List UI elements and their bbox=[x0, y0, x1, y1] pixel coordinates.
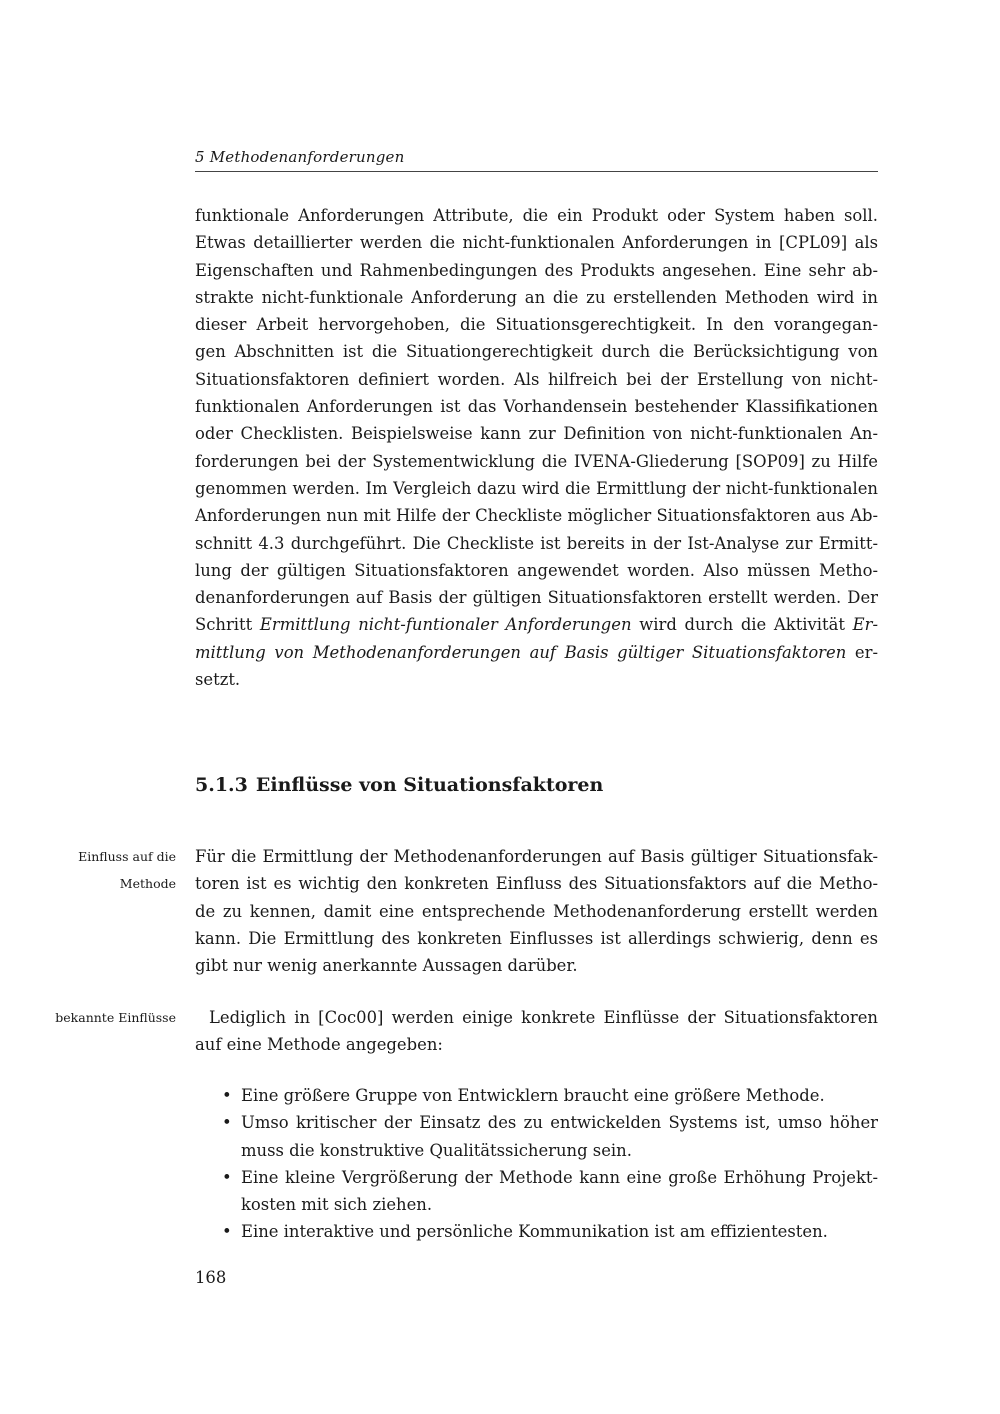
text-line: Für die Ermittlung der Methodenanforderungen auf Basis gültiger Situationsfak- bbox=[195, 847, 878, 866]
margin-note-line: Methode bbox=[119, 876, 176, 892]
bullet-list bbox=[220, 1082, 878, 1246]
margin-note-known-influences: bekannte Einflüsse bbox=[55, 1010, 176, 1025]
text-line: Eine interaktive und persönliche Kommunikation ist am effizientesten. bbox=[241, 1222, 828, 1242]
text-line: gen Abschnitten ist die Situationgerechtigkeit durch die Berücksichtigung von bbox=[195, 342, 878, 362]
text-line: dieser Arbeit hervorgehoben, die Situationsgerechtigkeit. In den vorangegan- bbox=[195, 315, 878, 335]
section-title: Einflüsse von Situationsfaktoren bbox=[255, 774, 604, 796]
bullet-icon: • bbox=[222, 1086, 232, 1105]
text-line: oder Checklisten. Beispielsweise kann zur Definition von nicht-funktionalen An- bbox=[195, 424, 878, 444]
text-line: setzt. bbox=[195, 670, 241, 690]
bullet-icon: • bbox=[222, 1113, 232, 1133]
header-rule bbox=[195, 171, 878, 172]
text-line: kann. Die Ermittlung des konkreten Einflusses ist allerdings schwierig, denn es bbox=[195, 928, 878, 948]
text-line: forderungen bei der Systementwicklung die IVENA-Gliederung [SOP09] zu Hilfe bbox=[195, 451, 878, 471]
page-number: 168 bbox=[195, 1268, 227, 1287]
text-line: Umso kritischer der Einsatz des zu entwickelden Systems ist, umso höher bbox=[241, 1113, 878, 1133]
list-item bbox=[220, 1218, 878, 1245]
text-run: wird durch die Aktivität bbox=[631, 615, 853, 635]
section-heading bbox=[195, 774, 603, 796]
paragraph-3 bbox=[195, 1004, 878, 1059]
text-line: de zu kennen, damit eine entsprechende Methodenanforderung erstellt werden bbox=[195, 901, 878, 921]
running-head: 5 Methodenanforderungen bbox=[195, 148, 405, 166]
text-line: denanforderungen auf Basis der gültigen Situationsfaktoren erstellt werden. Der bbox=[195, 588, 878, 608]
bullet-icon: • bbox=[222, 1222, 232, 1242]
text-line: muss die konstruktive Qualitätssicherung sein. bbox=[241, 1140, 632, 1160]
text-line: Eine größere Gruppe von Entwicklern braucht eine größere Methode. bbox=[241, 1086, 825, 1105]
text-line: genommen werden. Im Vergleich dazu wird die Ermittlung der nicht-funktionalen bbox=[195, 478, 878, 498]
list-item bbox=[220, 1109, 878, 1164]
text-line bbox=[195, 639, 878, 666]
text-line: lung der gültigen Situationsfaktoren angewendet worden. Also müssen Metho- bbox=[195, 560, 878, 580]
section-number: 5.1.3 bbox=[195, 774, 248, 796]
text-line: Eigenschaften und Rahmenbedingungen des Produkts angesehen. Eine sehr ab- bbox=[195, 260, 878, 280]
paragraph-1 bbox=[195, 202, 878, 693]
text-line: toren ist es wichtig den konkreten Einfluss des Situationsfaktors auf die Metho- bbox=[195, 874, 878, 894]
text-line: Anforderungen nun mit Hilfe der Checkliste möglicher Situationsfaktoren aus Ab- bbox=[195, 506, 878, 526]
text-line: funktionale Anforderungen Attribute, die ein Produkt oder System haben soll. bbox=[195, 206, 878, 225]
text-line: funktionalen Anforderungen ist das Vorhandensein bestehender Klassifikationen bbox=[195, 397, 878, 417]
italic-activity-name: Er- bbox=[852, 615, 878, 635]
list-item bbox=[220, 1164, 878, 1219]
bullet-icon: • bbox=[222, 1167, 232, 1187]
text-line bbox=[195, 611, 878, 638]
text-line: Etwas detaillierter werden die nicht-funktionalen Anforderungen in [CPL09] als bbox=[195, 233, 878, 253]
text-line: schnitt 4.3 durchgeführt. Die Checkliste ist bereits in der Ist-Analyse zur Ermitt- bbox=[195, 533, 878, 553]
text-line: gibt nur wenig anerkannte Aussagen darüber. bbox=[195, 956, 578, 976]
list-item bbox=[220, 1082, 878, 1109]
margin-note-influence bbox=[78, 843, 176, 898]
text-run: er- bbox=[846, 642, 878, 662]
paragraph-2 bbox=[195, 843, 878, 979]
text-line: auf eine Methode angegeben: bbox=[195, 1035, 443, 1055]
text-line: kosten mit sich ziehen. bbox=[241, 1195, 433, 1215]
text-line: Lediglich in [Coc00] werden einige konkrete Einflüsse der Situationsfaktoren bbox=[209, 1008, 878, 1027]
text-run: Schritt bbox=[195, 615, 260, 635]
margin-note-line: Einfluss auf die bbox=[78, 849, 176, 864]
italic-activity-name: mittlung von Methodenanforderungen auf Basis gültiger Situationsfaktoren bbox=[195, 642, 847, 662]
italic-step-name: Ermittlung nicht-funtionaler Anforderungen bbox=[259, 615, 632, 635]
text-line: Situationsfaktoren definiert worden. Als hilfreich bei der Erstellung von nicht- bbox=[195, 369, 878, 389]
text-line: strakte nicht-funktionale Anforderung an die zu erstellenden Methoden wird in bbox=[195, 287, 878, 307]
text-line: Eine kleine Vergrößerung der Methode kann eine große Erhöhung Projekt- bbox=[241, 1167, 878, 1187]
